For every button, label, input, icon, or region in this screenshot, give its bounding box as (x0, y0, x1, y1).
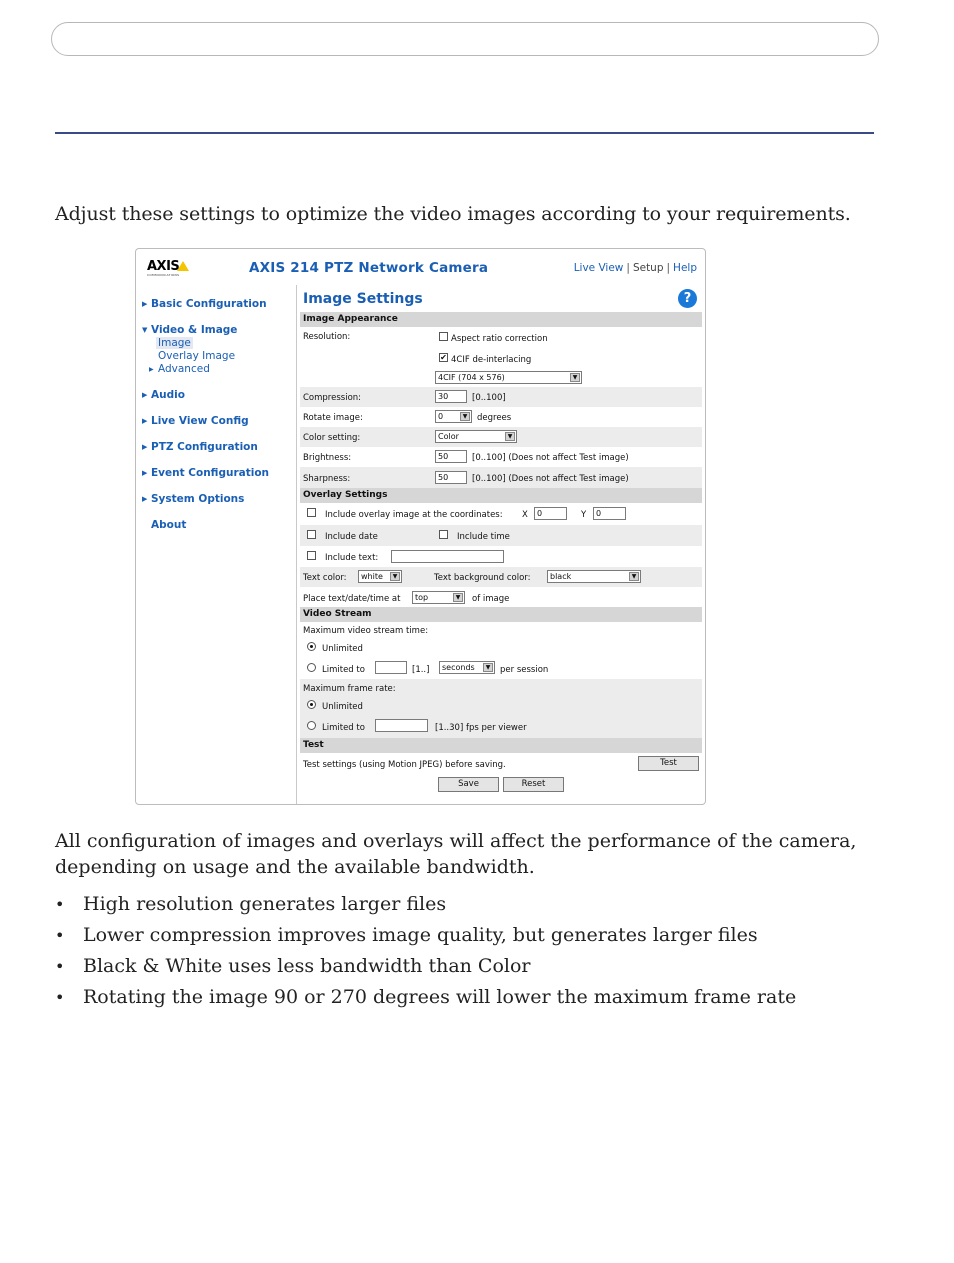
row-include-text (300, 546, 702, 567)
sidebar-subitem-advanced[interactable]: ▶ Advanced (149, 363, 210, 375)
bullet-icon: • (55, 926, 65, 945)
brightness-label: Brightness: (303, 453, 352, 463)
overlay-text-input[interactable] (391, 550, 504, 563)
row-brightness (300, 447, 702, 467)
row-max-frame-rate (300, 679, 702, 738)
chevron-down-icon: ▼ (460, 412, 470, 421)
sidebar-item-live-view-config[interactable]: ▶ Live View Config (142, 415, 249, 427)
arrow-right-icon: ▶ (142, 443, 148, 451)
compression-label: Compression: (303, 393, 362, 403)
logo-subtext: COMMUNICATIONS (147, 273, 180, 277)
sidebar (136, 285, 297, 805)
frame-rate-input[interactable] (375, 719, 428, 732)
chevron-down-icon: ▼ (570, 373, 580, 382)
place-text-select[interactable]: top ▼ (412, 591, 465, 604)
chevron-down-icon: ▼ (453, 593, 463, 602)
arrow-right-icon: ▶ (142, 391, 148, 399)
row-resolution (300, 328, 702, 387)
arrow-down-icon: ▼ (142, 326, 148, 334)
logo-triangle-icon (177, 261, 189, 271)
place-text-label: Place text/date/time at (303, 594, 401, 604)
page-header-bar (51, 22, 879, 56)
row-text-colors (300, 567, 702, 587)
x-label: X (522, 510, 528, 520)
arrow-right-icon: ▶ (142, 495, 148, 503)
color-setting-label: Color setting: (303, 433, 361, 443)
rotate-unit: degrees (477, 413, 512, 423)
chevron-down-icon: ▼ (390, 572, 400, 581)
stream-time-limited-radio[interactable] (307, 663, 316, 672)
help-link[interactable]: Help (673, 262, 697, 274)
aspect-ratio-checkbox[interactable] (439, 332, 448, 341)
rotate-label: Rotate image: (303, 413, 363, 423)
brightness-input[interactable]: 50 (435, 450, 467, 463)
sidebar-item-video-image[interactable]: ▼ Video & Image (142, 324, 238, 336)
sidebar-subitem-image[interactable]: Image (158, 337, 191, 349)
include-date-label: Include date (325, 532, 378, 542)
frame-rate-unlimited-label: Unlimited (322, 702, 363, 712)
arrow-right-icon: ▶ (149, 366, 154, 373)
per-session-label: per session (500, 665, 549, 675)
sharpness-label: Sharpness: (303, 474, 351, 484)
reset-button[interactable]: Reset (503, 777, 564, 792)
sharpness-note: [0..100] (Does not affect Test image) (472, 474, 629, 484)
sidebar-item-ptz-configuration[interactable]: ▶ PTZ Configuration (142, 441, 258, 453)
header-rule (55, 132, 874, 134)
test-description: Test settings (using Motion JPEG) before saving. (303, 760, 506, 770)
sidebar-item-audio[interactable]: ▶ Audio (142, 389, 185, 401)
stream-time-unit-select[interactable]: seconds ▼ (439, 661, 495, 674)
bullet-list (55, 893, 796, 1017)
row-include-overlay-image (300, 503, 702, 525)
arrow-right-icon: ▶ (142, 469, 148, 477)
top-links: Live View | Setup | Help (573, 262, 697, 274)
axis-logo: AXIS (147, 259, 189, 274)
include-text-label: Include text: (325, 553, 379, 563)
app-topbar (136, 249, 705, 285)
max-frame-rate-label: Maximum frame rate: (303, 684, 396, 694)
live-view-link[interactable]: Live View (573, 262, 624, 274)
brightness-note: [0..100] (Does not affect Test image) (472, 453, 629, 463)
include-time-label: Include time (457, 532, 510, 542)
include-overlay-image-label: Include overlay image at the coordinates: (325, 510, 503, 520)
compression-input[interactable]: 30 (435, 390, 467, 403)
rotate-select[interactable]: 0 ▼ (435, 410, 472, 423)
sharpness-input[interactable]: 50 (435, 471, 467, 484)
y-label: Y (581, 510, 587, 520)
test-button[interactable]: Test (638, 756, 699, 771)
frame-rate-unlimited-radio[interactable] (307, 700, 316, 709)
bg-color-select[interactable]: black ▼ (547, 570, 641, 583)
row-place-text (300, 587, 702, 607)
sidebar-item-system-options[interactable]: ▶ System Options (142, 493, 245, 505)
frame-rate-range: [1..30] fps per viewer (435, 723, 527, 733)
list-item: • Rotating the image 90 or 270 degrees will lower the maximum frame rate (55, 986, 797, 1008)
section-image-appearance: Image Appearance (300, 312, 702, 327)
include-date-checkbox[interactable] (307, 530, 316, 539)
bullet-icon: • (55, 988, 65, 1007)
max-stream-time-label: Maximum video stream time: (303, 626, 429, 636)
bg-color-label: Text background color: (434, 573, 531, 583)
y-coordinate-input[interactable]: 0 (593, 507, 626, 520)
arrow-right-icon: ▶ (142, 417, 148, 425)
section-video-stream: Video Stream (300, 607, 702, 622)
include-overlay-image-checkbox[interactable] (307, 508, 316, 517)
include-time-checkbox[interactable] (439, 530, 448, 539)
list-item: • Black & White uses less bandwidth than Color (55, 955, 531, 977)
list-item: • Lower compression improves image quality, but generates larger files (55, 924, 758, 946)
chevron-down-icon: ▼ (483, 663, 493, 672)
frame-rate-limited-radio[interactable] (307, 721, 316, 730)
performance-paragraph: All configuration of images and overlays will affect the performance of the camera, depending on usage and the available bandwidth. (55, 830, 857, 878)
camera-title: AXIS 214 PTZ Network Camera (249, 260, 489, 276)
chevron-down-icon: ▼ (505, 432, 515, 441)
bullet-icon: • (55, 957, 65, 976)
chevron-down-icon: ▼ (629, 572, 639, 581)
row-compression (300, 387, 702, 407)
text-color-label: Text color: (303, 573, 347, 583)
sidebar-item-event-configuration[interactable]: ▶ Event Configuration (142, 467, 270, 479)
deinterlace-checkbox[interactable]: ✔ (440, 353, 447, 362)
row-max-stream-time (300, 622, 702, 679)
stream-time-unlimited-radio[interactable] (307, 642, 316, 651)
row-include-date-time (300, 525, 702, 546)
help-icon[interactable]: ? (678, 289, 697, 308)
color-setting-select[interactable]: Color ▼ (435, 430, 517, 443)
resolution-label: Resolution: (303, 332, 351, 342)
section-overlay-settings: Overlay Settings (300, 488, 702, 503)
camera-web-ui-screenshot (135, 248, 706, 805)
stream-time-range: [1..] (412, 665, 430, 675)
resolution-select[interactable]: 4CIF (704 x 576) ▼ (435, 371, 582, 384)
aspect-ratio-label: Aspect ratio correction (451, 334, 548, 344)
sidebar-item-about[interactable]: About (151, 519, 187, 531)
arrow-right-icon: ▶ (142, 300, 148, 308)
sidebar-item-basic-configuration[interactable]: ▶ Basic Configuration (142, 298, 267, 310)
list-item: • High resolution generates larger files (55, 893, 447, 915)
text-color-select[interactable]: white ▼ (358, 570, 402, 583)
save-button[interactable]: Save (438, 777, 499, 792)
intro-paragraph: Adjust these settings to optimize the video images according to your requirements. (55, 203, 851, 225)
include-text-checkbox[interactable] (307, 551, 316, 560)
sidebar-subitem-overlay-image[interactable]: Overlay Image (158, 350, 236, 362)
row-color-setting (300, 427, 702, 447)
frame-rate-limited-label: Limited to (322, 723, 365, 733)
x-coordinate-input[interactable]: 0 (534, 507, 567, 520)
setup-link[interactable]: Setup (632, 262, 664, 274)
compression-range: [0..100] (472, 393, 506, 403)
row-sharpness (300, 467, 702, 488)
stream-time-unlimited-label: Unlimited (322, 644, 363, 654)
stream-time-limited-label: Limited to (322, 665, 365, 675)
bullet-icon: • (55, 895, 65, 914)
deinterlace-label: 4CIF de-interlacing (451, 355, 532, 365)
page-title: Image Settings (303, 291, 423, 307)
row-rotate (300, 407, 702, 427)
place-text-suffix: of image (472, 594, 510, 604)
section-test: Test (300, 738, 702, 753)
stream-time-input[interactable] (375, 661, 407, 674)
row-test (300, 753, 702, 773)
